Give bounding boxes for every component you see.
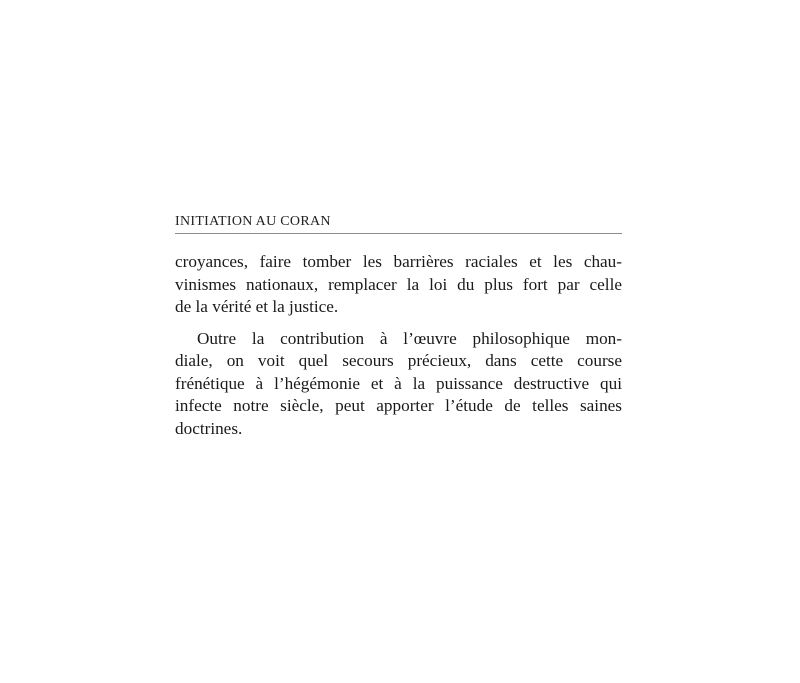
text-line: croyances, faire tomber les barrières raciales et les chau- (175, 252, 622, 271)
text-line: Outre la contribution à l’œuvre philosophique mon- (197, 328, 622, 348)
paragraph-1 (175, 251, 622, 319)
text-line: diale, on voit quel secours précieux, dans cette course (175, 351, 622, 370)
running-head: INITIATION AU CORAN (175, 214, 331, 229)
body-text (175, 251, 622, 440)
text-line: frénétique à l’hégémonie et à la puissance destructive qui (175, 373, 622, 393)
text-line: vinismes nationaux, remplacer la loi du plus fort par celle (175, 274, 622, 294)
text-line: de la vérité et la justice. (175, 297, 339, 316)
text-line: doctrines. (175, 418, 243, 438)
page-header (175, 213, 622, 234)
text-line: infecte notre siècle, peut apporter l’étude de telles saines (175, 396, 622, 415)
paragraph-2 (175, 328, 622, 441)
